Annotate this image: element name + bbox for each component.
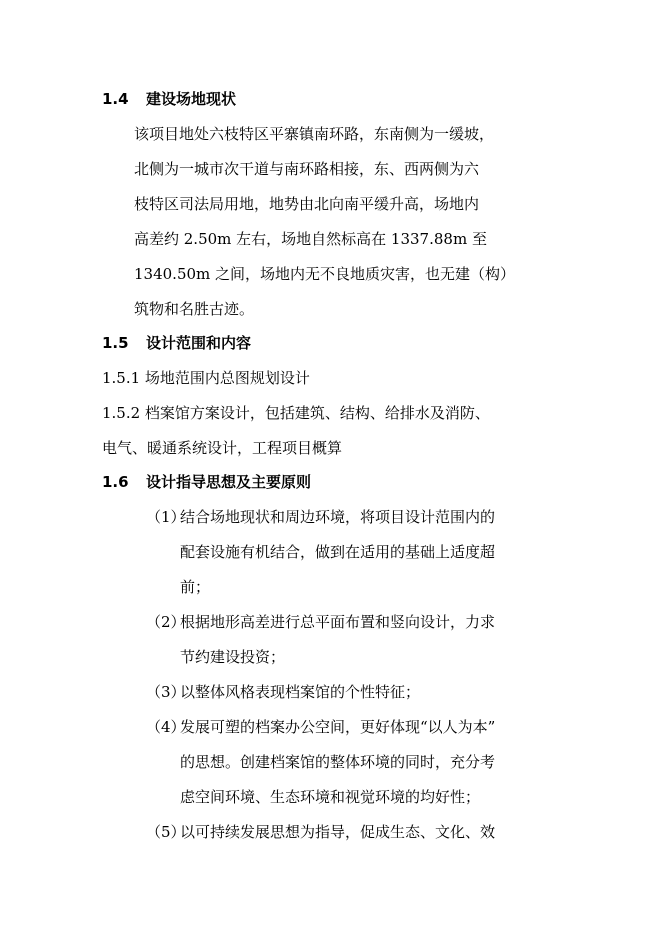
subsection-1-5-1: 1.5.1 场地范围内总图规划设计 [102,369,310,387]
list-item-line: 配套设施有机结合，做到在适用的基础上适度超 [180,543,496,561]
section-title: 建设场地现状 [146,90,237,108]
section-number: 1.6 [102,473,129,491]
section-heading-1-4 [102,89,236,109]
section-title: 设计范围和内容 [146,334,252,352]
section-title: 设计指导思想及主要原则 [146,473,312,491]
section-number: 1.4 [102,90,129,108]
list-item-line: 前； [180,578,211,596]
paragraph-line: 枝特区司法局用地，地势由北向南平缓升高，场地内 [134,195,480,213]
list-item-line: 以整体风格表现档案馆的个性特征； [180,683,421,701]
list-item-line: 的思想。创建档案馆的整体环境的同时，充分考 [180,753,496,771]
paragraph-line: 1340.50m 之间，场地内无不良地质灾害，也无建（构） [134,265,516,283]
paragraph-line: 高差约 2.50m 左右，场地自然标高在 1337.88m 至 [134,230,487,248]
subsection-1-5-2: 1.5.2 档案馆方案设计，包括建筑、结构、给排水及消防、 [102,404,490,422]
section-heading-1-5 [102,333,251,353]
list-item-line: 虑空间环境、生态环境和视觉环境的均好性； [180,788,481,806]
section-number: 1.5 [102,334,129,352]
list-item-line: 结合场地现状和周边环境，将项目设计范围内的 [180,508,496,526]
paragraph-line: 北侧为一城市次干道与南环路相接，东、西两侧为六 [134,160,480,178]
list-item-line: 发展可塑的档案办公空间，更好体现“以人为本” [180,718,496,736]
list-item-line: 节约建设投资； [180,648,286,666]
list-marker: （1） [146,508,186,526]
list-item-line: 以可持续发展思想为指导，促成生态、文化、效 [180,823,496,841]
list-item-line: 根据地形高差进行总平面布置和竖向设计，力求 [180,613,496,631]
paragraph-line: 该项目地处六枝特区平寨镇南环路，东南侧为一缓坡， [134,125,495,143]
list-marker: （3） [146,683,186,701]
list-marker: （2） [146,613,186,631]
list-marker: （4） [146,718,186,736]
subsection-1-5-2-continued: 电气、暖通系统设计，工程项目概算 [102,439,343,457]
list-marker: （5） [146,823,186,841]
paragraph-line: 筑物和名胜古迹。 [134,300,255,318]
section-heading-1-6 [102,472,311,492]
